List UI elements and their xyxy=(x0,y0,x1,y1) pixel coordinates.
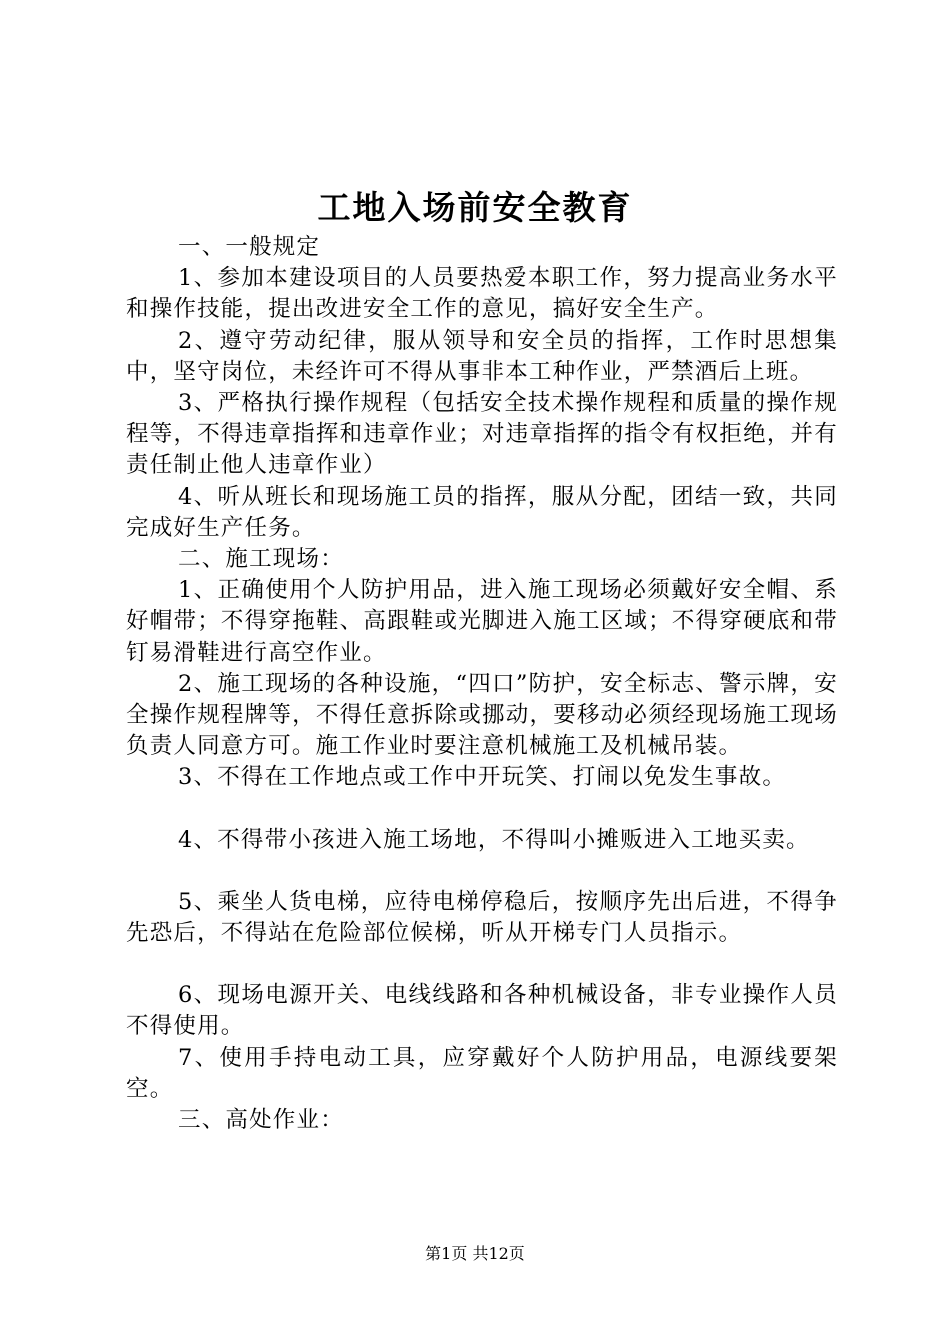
paragraph-site-2: 2、施工现场的各种设施，“四口”防护，安全标志、警示牌，安全操作规程牌等，不得任意拆除或挪动，要移动必须经现场施工现场负责人同意方可。施工作业时要注意机械施工及机械吊装。 xyxy=(126,670,838,760)
section-heading-height-work: 三、高处作业： xyxy=(178,1107,344,1134)
document-body xyxy=(126,232,838,1136)
document-title: 工地入场前安全教育 xyxy=(317,188,633,227)
paragraph-general-1: 1、参加本建设项目的人员要热爱本职工作，努力提高业务水平和操作技能，提出改进安全工作的意见，搞好安全生产。 xyxy=(126,265,838,323)
paragraph-site-6: 6、现场电源开关、电线线路和各种机械设备，非专业操作人员不得使用。 xyxy=(126,982,838,1040)
paragraph-site-4: 4、不得带小孩进入施工场地，不得叫小摊贩进入工地买卖。 xyxy=(178,826,810,853)
paragraph-site-7: 7、使用手持电动工具，应穿戴好个人防护用品，电源线要架空。 xyxy=(126,1044,838,1102)
paragraph-site-1: 1、正确使用个人防护用品，进入施工现场必须戴好安全帽、系好帽带；不得穿拖鞋、高跟鞋或光脚进入施工区域；不得穿硬底和带钉易滑鞋进行高空作业。 xyxy=(126,577,838,666)
paragraph-general-4: 4、听从班长和现场施工员的指挥，服从分配，团结一致，共同完成好生产任务。 xyxy=(126,483,838,541)
paragraph-general-2: 2、遵守劳动纪律，服从领导和安全员的指挥，工作时思想集中，坚守岗位，未经许可不得从事非本工种作业，严禁酒后上班。 xyxy=(126,327,838,385)
section-heading-general: 一、一般规定 xyxy=(178,234,321,260)
paragraph-site-3: 3、不得在工作地点或工作中开玩笑、打闹以免发生事故。 xyxy=(178,764,787,791)
paragraph-site-5: 5、乘坐人货电梯，应待电梯停稳后，按顺序先出后进，不得争先恐后，不得站在危险部位候梯，听从开梯专门人员指示。 xyxy=(126,888,838,947)
paragraph-general-3: 3、严格执行操作规程（包括安全技术操作规程和质量的操作规程等，不得违章指挥和违章作业；对违章指挥的指令有权拒绝，并有责任制止他人违章作业） xyxy=(126,390,838,479)
page-number-footer: 第1页 共12页 xyxy=(425,1244,525,1263)
section-heading-site: 二、施工现场： xyxy=(178,546,344,573)
